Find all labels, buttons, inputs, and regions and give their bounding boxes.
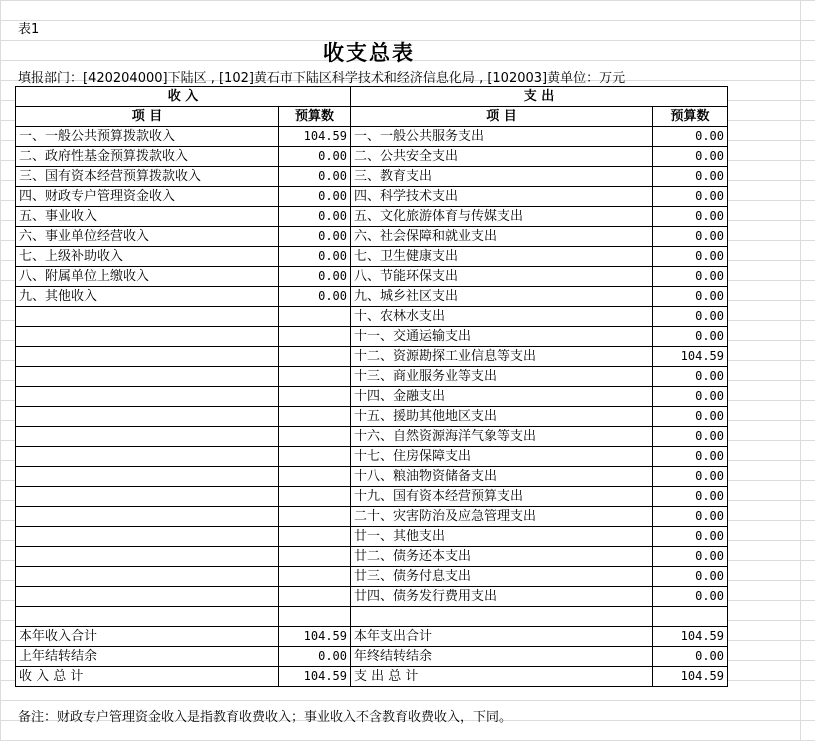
expense-item-label: 廿四、债务发行费用支出 xyxy=(351,587,653,607)
expense-item-label: 十七、住房保障支出 xyxy=(351,447,653,467)
expense-item-label: 七、卫生健康支出 xyxy=(351,247,653,267)
expense-item-label: 十五、援助其他地区支出 xyxy=(351,407,653,427)
expense-item-value: 0.00 xyxy=(653,207,728,227)
expense-item-value: 0.00 xyxy=(653,427,728,447)
expense-item-value: 0.00 xyxy=(653,467,728,487)
income-item-label: 一、一般公共预算拨款收入 xyxy=(16,127,279,147)
expense-item-label: 十六、自然资源海洋气象等支出 xyxy=(351,427,653,447)
expense-item-value: 0.00 xyxy=(653,147,728,167)
expense-total-value: 104.59 xyxy=(653,667,728,687)
expense-item-value: 0.00 xyxy=(653,227,728,247)
empty-cell xyxy=(16,607,279,627)
table-row xyxy=(16,507,728,527)
expense-item-value: 0.00 xyxy=(653,247,728,267)
expense-item-label: 十八、粮油物资储备支出 xyxy=(351,467,653,487)
expense-item-value: 0.00 xyxy=(653,567,728,587)
expense-item-value: 0.00 xyxy=(653,547,728,567)
table-row xyxy=(16,147,728,167)
expense-item-label: 三、教育支出 xyxy=(351,167,653,187)
expense-item-value: 0.00 xyxy=(653,327,728,347)
budget-table xyxy=(15,86,728,687)
expense-item-label: 五、文化旅游体育与传媒支出 xyxy=(351,207,653,227)
empty-cell xyxy=(653,607,728,627)
expense-item-label: 十一、交通运输支出 xyxy=(351,327,653,347)
income-header: 收 入 xyxy=(16,87,351,107)
empty-cell xyxy=(16,567,279,587)
expense-item-value: 0.00 xyxy=(653,127,728,147)
spacer-row xyxy=(16,607,728,627)
table-row xyxy=(16,287,728,307)
expense-item-label: 八、节能环保支出 xyxy=(351,267,653,287)
table-row xyxy=(16,307,728,327)
table-row xyxy=(16,347,728,367)
empty-cell xyxy=(16,467,279,487)
empty-cell xyxy=(16,487,279,507)
table-row xyxy=(16,387,728,407)
empty-cell xyxy=(279,407,351,427)
income-total-label: 本年收入合计 xyxy=(16,627,279,647)
expense-item-value: 0.00 xyxy=(653,367,728,387)
income-item-value: 0.00 xyxy=(279,267,351,287)
expense-item-label: 一、一般公共服务支出 xyxy=(351,127,653,147)
table-row xyxy=(16,427,728,447)
empty-cell xyxy=(279,367,351,387)
table-row xyxy=(16,467,728,487)
expense-item-label: 六、社会保障和就业支出 xyxy=(351,227,653,247)
expense-item-value: 0.00 xyxy=(653,447,728,467)
expense-total-label: 年终结转结余 xyxy=(351,647,653,667)
table-row xyxy=(16,327,728,347)
empty-cell xyxy=(279,327,351,347)
empty-cell xyxy=(16,447,279,467)
expense-budget-header: 预算数 xyxy=(653,107,728,127)
table-row xyxy=(16,487,728,507)
income-item-value: 0.00 xyxy=(279,187,351,207)
table-header-row-2 xyxy=(16,107,728,127)
income-item-header: 项 目 xyxy=(16,107,279,127)
empty-cell xyxy=(16,407,279,427)
expense-total-value: 104.59 xyxy=(653,627,728,647)
empty-cell xyxy=(279,527,351,547)
empty-cell xyxy=(279,447,351,467)
table-row xyxy=(16,127,728,147)
expense-total-value: 0.00 xyxy=(653,647,728,667)
footnote: 备注：财政专户管理资金收入是指教育收费收入；事业收入不含教育收费收入，下同。 xyxy=(18,710,513,725)
empty-cell xyxy=(16,527,279,547)
income-item-label: 二、政府性基金预算拨款收入 xyxy=(16,147,279,167)
expense-item-label: 廿三、债务付息支出 xyxy=(351,567,653,587)
expense-item-value: 0.00 xyxy=(653,527,728,547)
expense-total-label: 本年支出合计 xyxy=(351,627,653,647)
income-budget-header: 预算数 xyxy=(279,107,351,127)
income-item-value: 0.00 xyxy=(279,287,351,307)
expense-item-label: 十、农林水支出 xyxy=(351,307,653,327)
income-item-label: 五、事业收入 xyxy=(16,207,279,227)
table-row xyxy=(16,207,728,227)
expense-item-label: 十四、金融支出 xyxy=(351,387,653,407)
income-item-value: 0.00 xyxy=(279,227,351,247)
total-row xyxy=(16,627,728,647)
table-row xyxy=(16,267,728,287)
table-row xyxy=(16,247,728,267)
empty-cell xyxy=(279,307,351,327)
table-row xyxy=(16,167,728,187)
department-info: 填报部门：[420204000]下陆区 , [102]黄石市下陆区科学技术和经济信息化局 , [102003]黄单位：万元 xyxy=(18,71,626,86)
expense-item-value: 0.00 xyxy=(653,307,728,327)
expense-item-label: 十九、国有资本经营预算支出 xyxy=(351,487,653,507)
empty-cell xyxy=(16,587,279,607)
income-total-label: 收 入 总 计 xyxy=(16,667,279,687)
empty-cell xyxy=(16,347,279,367)
empty-cell xyxy=(279,487,351,507)
table-row xyxy=(16,567,728,587)
expense-item-header: 项 目 xyxy=(351,107,653,127)
expense-item-value: 0.00 xyxy=(653,487,728,507)
expense-item-label: 二十、灾害防治及应急管理支出 xyxy=(351,507,653,527)
empty-cell xyxy=(279,607,351,627)
empty-cell xyxy=(16,367,279,387)
income-item-label: 九、其他收入 xyxy=(16,287,279,307)
expense-item-value: 0.00 xyxy=(653,167,728,187)
empty-cell xyxy=(16,307,279,327)
expense-item-label: 廿二、债务还本支出 xyxy=(351,547,653,567)
income-item-label: 六、事业单位经营收入 xyxy=(16,227,279,247)
empty-cell xyxy=(279,587,351,607)
table-row xyxy=(16,447,728,467)
table-row xyxy=(16,587,728,607)
expense-item-label: 二、公共安全支出 xyxy=(351,147,653,167)
table-row xyxy=(16,187,728,207)
table-row xyxy=(16,227,728,247)
expense-item-value: 0.00 xyxy=(653,287,728,307)
empty-cell xyxy=(279,507,351,527)
expense-total-label: 支 出 总 计 xyxy=(351,667,653,687)
expense-item-value: 104.59 xyxy=(653,347,728,367)
income-item-label: 八、附属单位上缴收入 xyxy=(16,267,279,287)
income-item-value: 0.00 xyxy=(279,207,351,227)
expense-item-label: 廿一、其他支出 xyxy=(351,527,653,547)
expense-item-value: 0.00 xyxy=(653,407,728,427)
table-row xyxy=(16,367,728,387)
income-total-value: 104.59 xyxy=(279,627,351,647)
empty-cell xyxy=(279,567,351,587)
empty-cell xyxy=(279,347,351,367)
empty-cell xyxy=(279,427,351,447)
expense-item-label: 九、城乡社区支出 xyxy=(351,287,653,307)
empty-cell xyxy=(279,387,351,407)
income-item-value: 0.00 xyxy=(279,167,351,187)
income-total-value: 104.59 xyxy=(279,667,351,687)
expense-item-value: 0.00 xyxy=(653,187,728,207)
expense-item-value: 0.00 xyxy=(653,507,728,527)
income-item-label: 三、国有资本经营预算拨款收入 xyxy=(16,167,279,187)
empty-cell xyxy=(16,547,279,567)
empty-cell xyxy=(279,467,351,487)
sheet-label: 表1 xyxy=(18,22,40,37)
empty-cell xyxy=(351,607,653,627)
table-row xyxy=(16,527,728,547)
expense-header: 支 出 xyxy=(351,87,728,107)
income-item-value: 104.59 xyxy=(279,127,351,147)
empty-cell xyxy=(16,507,279,527)
income-item-label: 七、上级补助收入 xyxy=(16,247,279,267)
expense-item-value: 0.00 xyxy=(653,267,728,287)
empty-cell xyxy=(16,387,279,407)
expense-item-label: 十三、商业服务业等支出 xyxy=(351,367,653,387)
income-total-value: 0.00 xyxy=(279,647,351,667)
empty-cell xyxy=(16,427,279,447)
page-title: 收支总表 xyxy=(323,40,415,65)
income-item-value: 0.00 xyxy=(279,147,351,167)
expense-item-value: 0.00 xyxy=(653,387,728,407)
table-row xyxy=(16,547,728,567)
expense-item-label: 四、科学技术支出 xyxy=(351,187,653,207)
empty-cell xyxy=(279,547,351,567)
total-row xyxy=(16,667,728,687)
expense-item-label: 十二、资源勘探工业信息等支出 xyxy=(351,347,653,367)
income-item-label: 四、财政专户管理资金收入 xyxy=(16,187,279,207)
table-row xyxy=(16,407,728,427)
income-total-label: 上年结转结余 xyxy=(16,647,279,667)
table-header-row-1 xyxy=(16,87,728,107)
empty-cell xyxy=(16,327,279,347)
income-item-value: 0.00 xyxy=(279,247,351,267)
total-row xyxy=(16,647,728,667)
expense-item-value: 0.00 xyxy=(653,587,728,607)
